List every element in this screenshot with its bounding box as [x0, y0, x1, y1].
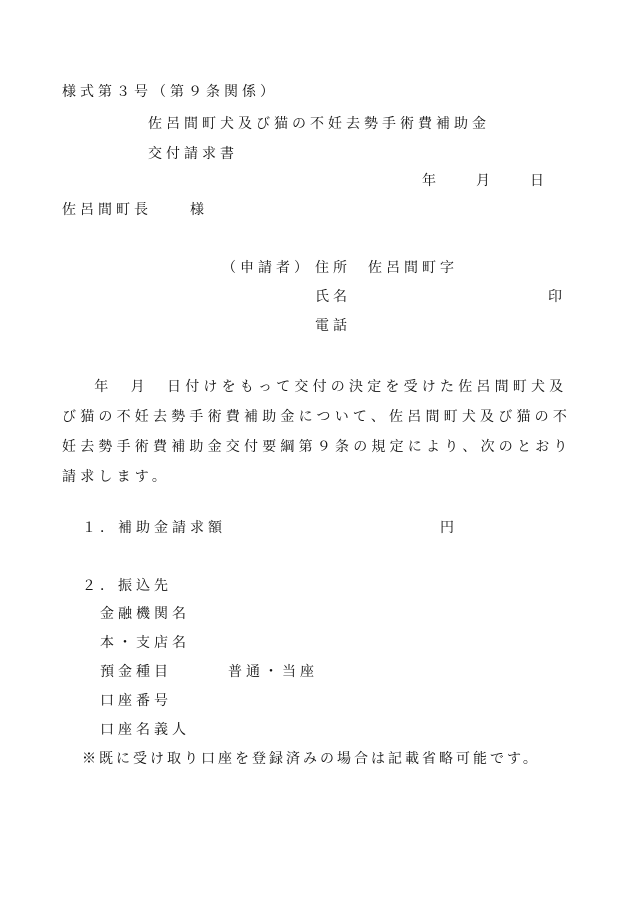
note: ※既に受け取り口座を登録済みの場合は記載省略可能です。 [82, 751, 540, 767]
date-day: 日 [530, 173, 548, 189]
address-label: 住所 [315, 260, 351, 276]
field-branch-name: 本・支店名 [100, 635, 190, 651]
applicant-label: （申請者） [222, 260, 312, 276]
item1-label: １．補助金請求額 [82, 520, 226, 536]
date-month: 月 [476, 173, 494, 189]
field-bank-name: 金融機関名 [100, 606, 190, 622]
date-year: 年 [422, 173, 440, 189]
item2-label: ２．振込先 [82, 578, 172, 594]
form-number: 様式第３号（第９条関係） [62, 84, 278, 100]
field-account-type: 預金種目 [100, 664, 172, 680]
body-paragraph [62, 372, 572, 492]
field-account-number: 口座番号 [100, 693, 172, 709]
item1-unit: 円 [440, 520, 458, 536]
address-value: 佐呂間町字 [368, 260, 458, 276]
account-type-value: 普通・当座 [228, 664, 318, 680]
addressee-name: 佐呂間町長 [62, 202, 152, 218]
body-line: び猫の不妊去勢手術費補助金について、佐呂間町犬及び猫の不 [62, 409, 572, 425]
seal-mark: 印 [548, 289, 566, 305]
body-line: 妊去勢手術費補助金交付要綱第９条の規定により、次のとおり [62, 439, 572, 455]
title-line-1: 佐呂間町犬及び猫の不妊去勢手術費補助金 [148, 116, 490, 132]
addressee-honorific: 様 [190, 202, 208, 218]
field-account-holder: 口座名義人 [100, 722, 190, 738]
body-line: 請求します。 [62, 469, 171, 485]
phone-label: 電話 [315, 318, 351, 334]
name-label: 氏名 [315, 289, 351, 305]
title-line-2: 交付請求書 [148, 146, 238, 162]
body-line: 年 月 日付けをもって交付の決定を受けた佐呂間町犬及 [76, 379, 568, 395]
